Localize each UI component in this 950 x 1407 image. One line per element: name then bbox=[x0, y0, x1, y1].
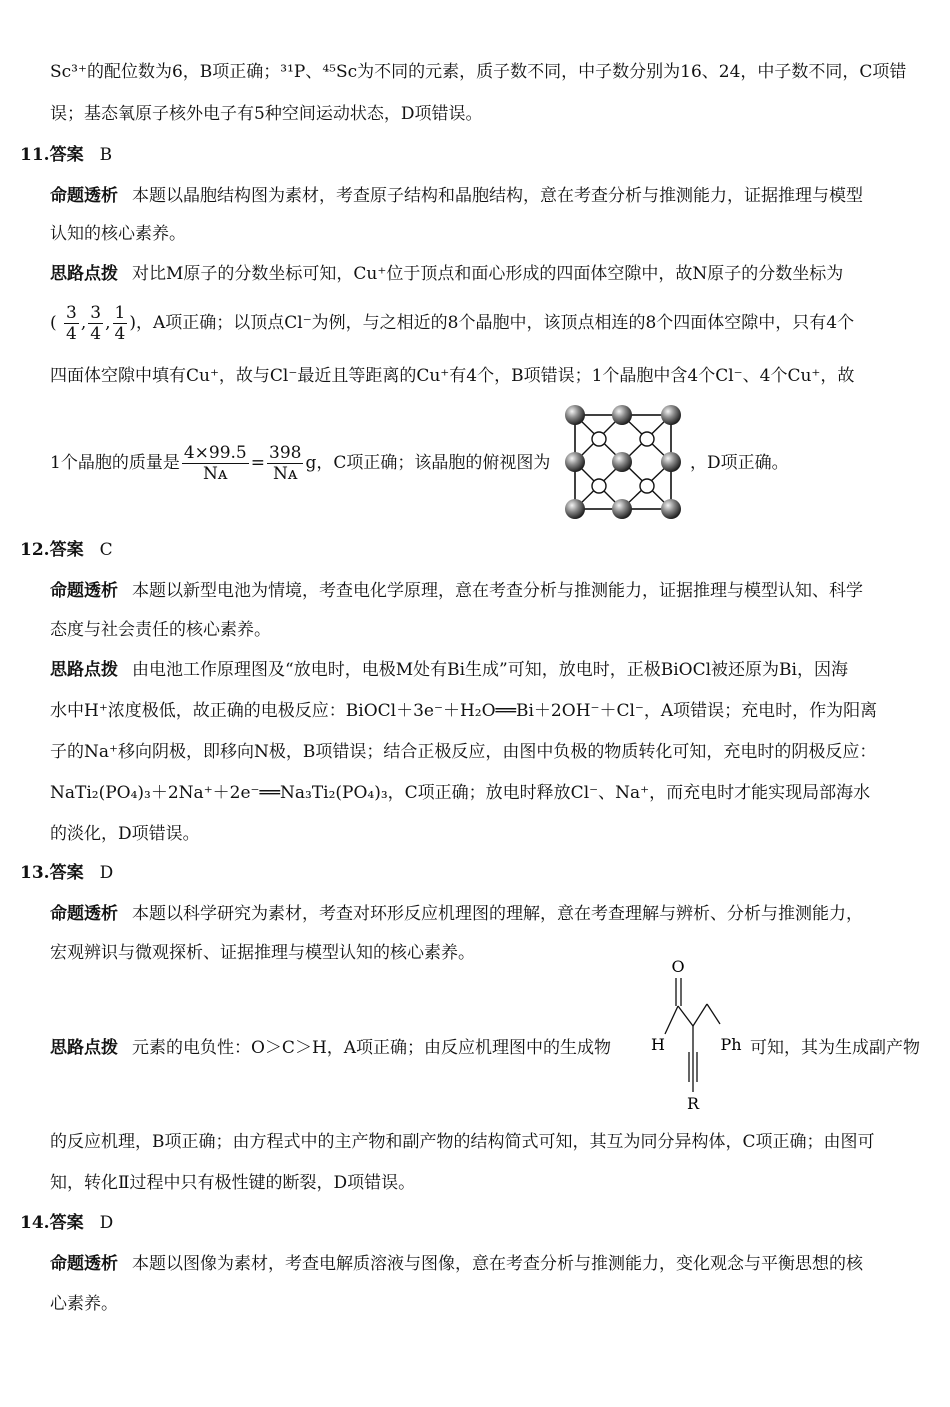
mol-bond bbox=[693, 1004, 707, 1026]
q14-intent-text-1: 本题以图像为素材，考查电解质溶液与图像，意在考查分析与推测能力，变化观念与平衡思想的核 bbox=[132, 1254, 863, 1274]
q12-analysis-label: 思路点拨 bbox=[50, 660, 118, 680]
cl-ion-ball bbox=[565, 452, 585, 472]
q14-answer-label: 答案 bbox=[49, 1213, 84, 1233]
q11-header bbox=[20, 143, 112, 167]
q13-header bbox=[20, 861, 113, 885]
q11-analysis-text-1: 对比M原子的分数坐标可知，Cu⁺位于顶点和面心形成的四面体空隙中，故N原子的分数坐标为 bbox=[132, 264, 844, 284]
q12-header bbox=[20, 538, 113, 562]
cl-ion-ball bbox=[612, 499, 632, 519]
q10-line-1: Sc³⁺的配位数为6，B项正确；³¹P、⁴⁵Sc为不同的元素，质子数不同，中子数分别为16、24，中子数不同，C项错 bbox=[50, 62, 907, 82]
cl-ion-ball bbox=[661, 405, 681, 425]
q14-number: 14. bbox=[20, 1213, 50, 1233]
q11-mass-f2-den: Nᴀ bbox=[272, 464, 298, 484]
q11-coord-line: ( $\frac{3}{4}$ , $\frac{3}{4}$ , $\frac{1}{4}$ )，A项正确；以顶点Cl⁻为例，与之相近的8个晶胞中，该顶点相连的8个四面体空隙中，只有4个 bbox=[50, 303, 855, 344]
q12-analysis-line-2: 水中H⁺浓度极低，故正确的电极反应：BiOCl＋3e⁻＋H₂O══Bi＋2OH⁻＋Cl⁻，A项错误；充电时，作为阳离 bbox=[50, 701, 878, 721]
q11-mass-pre: 1个晶胞的质量是 bbox=[50, 453, 180, 473]
mol-r-group: R bbox=[686, 1094, 700, 1112]
cl-ion-ball bbox=[612, 405, 632, 425]
q13-number: 13. bbox=[20, 863, 50, 883]
q12-intent-line-1 bbox=[50, 579, 863, 603]
q11-number: 11. bbox=[20, 145, 50, 165]
q11-after-diagram: ，D项正确。 bbox=[690, 453, 789, 473]
mol-bond bbox=[665, 1006, 678, 1034]
mol-oxygen: O bbox=[671, 957, 685, 976]
cu-ion-small-circle bbox=[592, 479, 606, 493]
q14-answer: D bbox=[99, 1213, 114, 1233]
q13-intent-line-2: 宏观辨识与微观探析、证据推理与模型认知的核心素养。 bbox=[50, 943, 475, 963]
q13-analysis-text-1a: 元素的电负性：O＞C＞H，A项正确；由反应机理图中的生成物 bbox=[132, 1038, 612, 1058]
q11-analysis-line-3: 四面体空隙中填有Cu⁺，故与Cl⁻最近且等距离的Cu⁺有4个，B项错误；1个晶胞中含4个Cl⁻、4个Cu⁺，故 bbox=[50, 366, 855, 386]
q12-intent-text-1: 本题以新型电池为情境，考查电化学原理，意在考查分析与推测能力，证据推理与模型认知、科学 bbox=[132, 581, 863, 601]
q11-intent-label: 命题透析 bbox=[50, 186, 118, 206]
q11-f2-den: 4 bbox=[90, 324, 102, 344]
q11-mass-post: g，C项正确；该晶胞的俯视图为 bbox=[305, 453, 551, 473]
q13-analysis-line-2: 的反应机理，B项正确；由方程式中的主产物和副产物的结构简式可知，其互为同分异构体，C项正确；由图可 bbox=[50, 1132, 875, 1152]
q11-mass-f1-num: 4×99.5 bbox=[183, 443, 247, 463]
q13-analysis-line-1 bbox=[50, 1036, 611, 1060]
cl-ion-ball bbox=[661, 499, 681, 519]
q11-mass-eq: = bbox=[250, 453, 265, 473]
q13-answer: D bbox=[99, 863, 114, 883]
q11-mass-fraction-1 bbox=[182, 443, 249, 484]
q11-f2-num: 3 bbox=[90, 303, 102, 323]
q12-number: 12. bbox=[20, 540, 50, 560]
q11-f1-den: 4 bbox=[66, 324, 77, 344]
q11-intent-line-1 bbox=[50, 184, 863, 208]
q13-analysis-label: 思路点拨 bbox=[50, 1038, 118, 1058]
mol-hydrogen: H bbox=[651, 1035, 665, 1054]
q11-coord-rest: )，A项正确；以顶点Cl⁻为例，与之相近的8个晶胞中，该顶点相连的8个四面体空隙中，只有4个 bbox=[129, 313, 855, 333]
q11-mass-f2-num: 398 bbox=[269, 443, 302, 463]
q14-header bbox=[20, 1211, 113, 1235]
q11-answer: B bbox=[99, 145, 113, 165]
cl-ion-ball bbox=[565, 405, 585, 425]
q12-intent-line-2: 态度与社会责任的核心素养。 bbox=[50, 620, 271, 640]
q14-intent-line-1 bbox=[50, 1252, 863, 1276]
mol-bond bbox=[707, 1004, 720, 1024]
cu-ion-small-circle bbox=[592, 432, 606, 446]
q11-fraction-1 bbox=[64, 303, 79, 344]
cl-ion-ball bbox=[661, 452, 681, 472]
mol-bond bbox=[678, 1006, 693, 1026]
q13-intent-label: 命题透析 bbox=[50, 904, 118, 924]
cl-ion-ball bbox=[612, 452, 632, 472]
q12-analysis-line-5: 的淡化，D项错误。 bbox=[50, 824, 200, 844]
product-structure-diagram bbox=[645, 952, 750, 1112]
q13-answer-label: 答案 bbox=[49, 863, 84, 883]
q11-coord-open: ( bbox=[50, 313, 57, 333]
q11-fraction-3 bbox=[113, 303, 128, 344]
q12-intent-label: 命题透析 bbox=[50, 581, 118, 601]
q10-line-2: 误；基态氧原子核外电子有5种空间运动状态，D项错误。 bbox=[50, 104, 483, 124]
q13-intent-line-1 bbox=[50, 902, 863, 926]
q11-fraction-2 bbox=[88, 303, 103, 344]
q12-analysis-text-1: 由电池工作原理图及“放电时，电极M处有Bi生成”可知，放电时，正极BiOCl被还原为Bi，因海 bbox=[132, 660, 848, 680]
q13-analysis-text-1b: 可知，其为生成副产物 bbox=[750, 1038, 920, 1058]
q11-f3-den: 4 bbox=[114, 324, 126, 344]
cu-ion-small-circle bbox=[640, 479, 654, 493]
q14-intent-label: 命题透析 bbox=[50, 1254, 118, 1274]
q13-analysis-line-3: 知，转化Ⅱ过程中只有极性键的断裂，D项错误。 bbox=[50, 1173, 416, 1193]
q11-intent-line-2: 认知的核心素养。 bbox=[50, 224, 186, 244]
cu-ion-small-circle bbox=[640, 432, 654, 446]
q11-f3-num: 1 bbox=[114, 303, 126, 323]
q14-intent-line-2: 心素养。 bbox=[50, 1294, 118, 1314]
q12-answer-label: 答案 bbox=[49, 540, 84, 560]
q11-intent-text-1: 本题以晶胞结构图为素材，考查原子结构和晶胞结构，意在考查分析与推测能力，证据推理与模型 bbox=[132, 186, 863, 206]
q11-mass-f1-den: Nᴀ bbox=[203, 464, 228, 484]
q11-analysis-line-1 bbox=[50, 262, 843, 286]
q12-analysis-line-3: 子的Na⁺移向阴极，即移向N极，B项错误；结合正极反应，由图中负极的物质转化可知，充电时的阴极反应： bbox=[50, 742, 877, 762]
q11-f1-num: 3 bbox=[66, 303, 77, 323]
q12-analysis-line-1 bbox=[50, 658, 848, 682]
cl-ion-ball bbox=[565, 499, 585, 519]
q12-answer: C bbox=[99, 540, 113, 560]
q13-intent-text-1: 本题以科学研究为素材，考查对环形反应机理图的理解，意在考查理解与辨析、分析与推测能力， bbox=[132, 904, 863, 924]
q11-answer-label: 答案 bbox=[49, 145, 84, 165]
crystal-top-view-diagram bbox=[560, 400, 688, 524]
mol-phenyl: Ph bbox=[720, 1035, 742, 1054]
q12-analysis-line-4: NaTi₂(PO₄)₃＋2Na⁺＋2e⁻══Na₃Ti₂(PO₄)₃，C项正确；放电时释放Cl⁻、Na⁺，而充电时才能实现局部海水 bbox=[50, 783, 871, 803]
q11-mass-fraction-2 bbox=[267, 443, 303, 484]
q11-mass-line bbox=[50, 440, 550, 486]
q11-analysis-label: 思路点拨 bbox=[50, 264, 118, 284]
